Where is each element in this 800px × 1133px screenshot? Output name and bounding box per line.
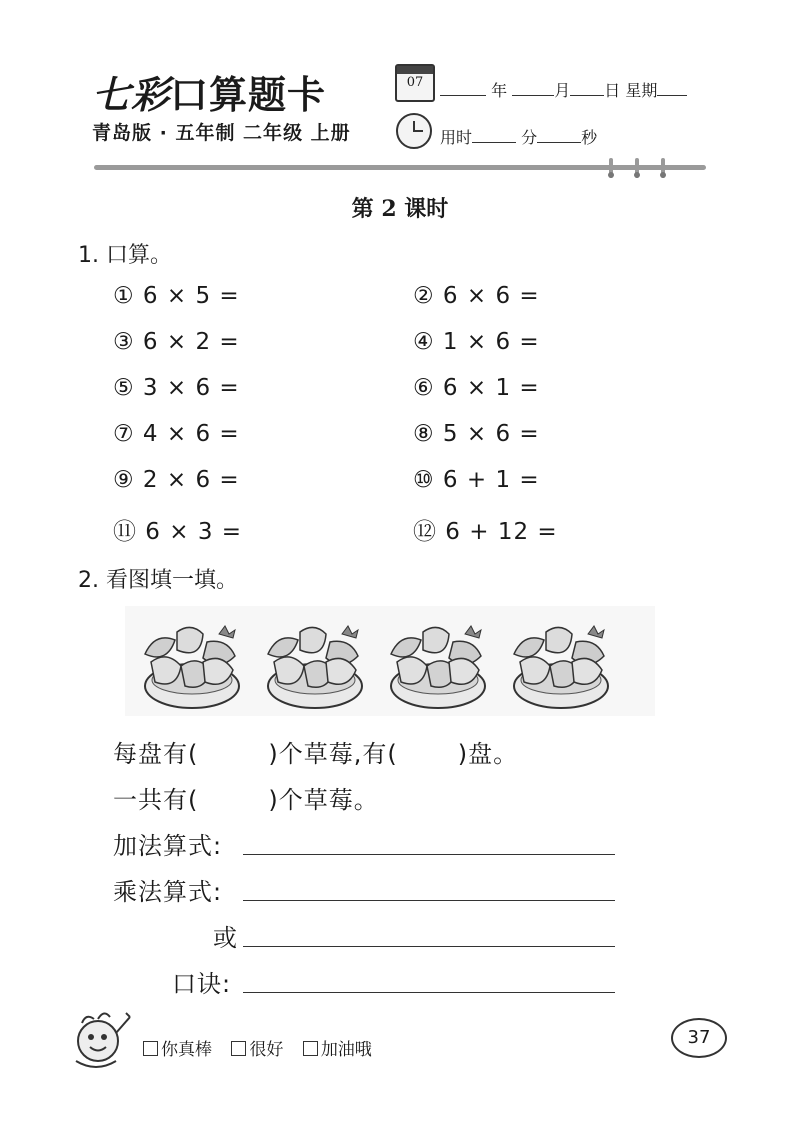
or-label: 或 <box>213 924 238 952</box>
rating-good[interactable]: 很好 <box>231 1040 283 1060</box>
checkbox-icon <box>303 1041 318 1056</box>
day-blank[interactable] <box>570 81 604 96</box>
binder-ring-icon <box>660 158 666 178</box>
fill-line-2: 一共有( )个草莓。 <box>113 786 379 814</box>
clock-icon <box>396 113 432 149</box>
checkbox-icon <box>143 1041 158 1056</box>
brand-title: 七彩口算题卡 <box>92 72 327 117</box>
addition-label: 加法算式: <box>113 832 223 860</box>
problem-11: ⑪ 6 × 3 = <box>113 519 243 545</box>
question-2-label: 2. 看图填一填。 <box>78 568 238 593</box>
problem-7: ⑦ 4 × 6 = <box>113 421 240 447</box>
problem-3: ③ 6 × 2 = <box>113 329 240 355</box>
multiplication-alt-answer-line[interactable] <box>243 946 615 947</box>
calendar-icon: 07 <box>395 64 435 102</box>
strawberry-plate-icon <box>137 614 247 714</box>
problem-10: ⑩ 6 + 1 = <box>413 467 540 493</box>
fill-line-1: 每盘有( )个草莓,有( )盘。 <box>113 740 519 768</box>
lesson-title: 第 2 课时 <box>351 196 449 222</box>
addition-answer-line[interactable] <box>243 854 615 855</box>
page-number: 37 <box>671 1018 727 1058</box>
binder-ring-icon <box>608 158 614 178</box>
rating-options <box>143 1035 386 1060</box>
date-fields: 年 月 日 星期 <box>440 78 687 101</box>
multiplication-answer-line[interactable] <box>243 900 615 901</box>
month-blank[interactable] <box>512 81 554 96</box>
rhyme-label: 口诀: <box>172 970 232 998</box>
rating-great[interactable]: 你真棒 <box>143 1040 212 1060</box>
checkbox-icon <box>231 1041 246 1056</box>
problem-8: ⑧ 5 × 6 = <box>413 421 540 447</box>
time-fields: 用时 分 秒 <box>440 128 598 147</box>
multiplication-label: 乘法算式: <box>113 878 223 906</box>
header-divider <box>94 165 706 170</box>
rhyme-answer-line[interactable] <box>243 992 615 993</box>
rating-try-harder[interactable]: 加油哦 <box>303 1040 372 1060</box>
year-blank[interactable] <box>440 81 486 96</box>
problem-2: ② 6 × 6 = <box>413 283 540 309</box>
problem-1: ① 6 × 5 = <box>113 283 240 309</box>
problem-6: ⑥ 6 × 1 = <box>413 375 540 401</box>
question-1-label: 1. 口算。 <box>78 243 172 268</box>
problem-12: ⑫ 6 + 12 = <box>413 519 558 545</box>
problem-4: ④ 1 × 6 = <box>413 329 540 355</box>
edition-label: 青岛版 · 五年制 二年级 上册 <box>92 122 351 144</box>
strawberry-plate-icon <box>260 614 370 714</box>
strawberry-plate-icon <box>383 614 493 714</box>
strawberry-plates-image <box>125 606 655 716</box>
problem-9: ⑨ 2 × 6 = <box>113 467 240 493</box>
seconds-blank[interactable] <box>537 128 581 143</box>
binder-ring-icon <box>634 158 640 178</box>
problem-5: ⑤ 3 × 6 = <box>113 375 240 401</box>
mascot-icon <box>68 1003 138 1071</box>
strawberry-plate-icon <box>506 614 616 714</box>
minutes-blank[interactable] <box>472 128 516 143</box>
weekday-blank[interactable] <box>657 81 687 96</box>
